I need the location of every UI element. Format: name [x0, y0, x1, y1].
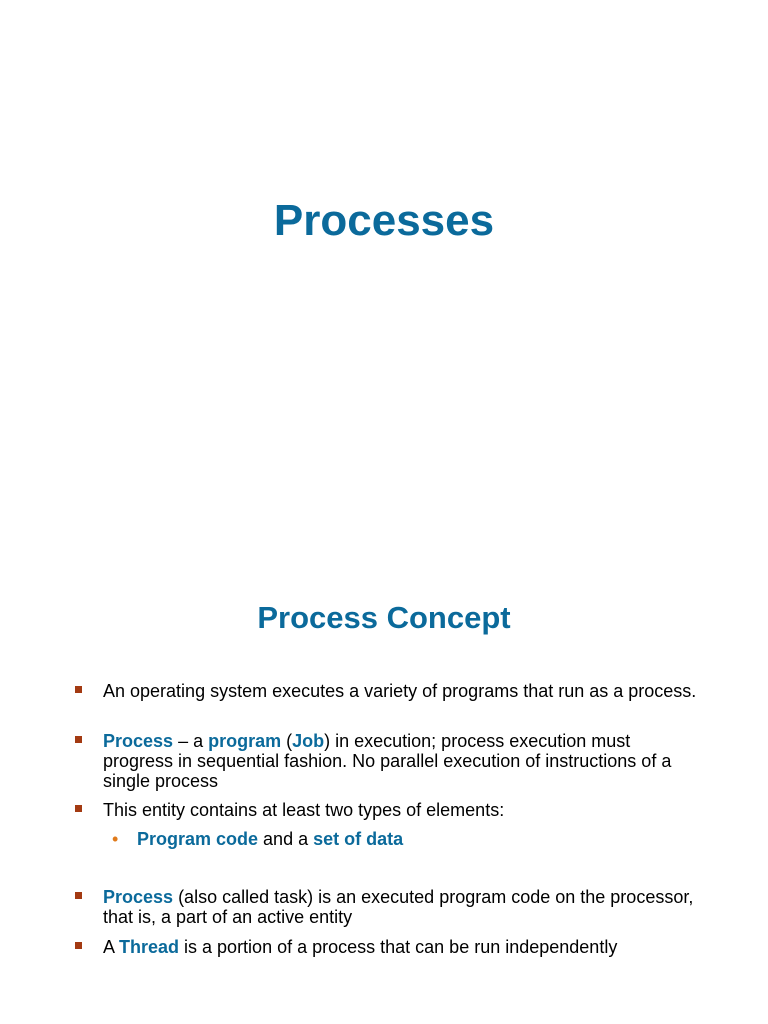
bullet-text: ( [281, 731, 293, 751]
bullet-process-definition [103, 731, 703, 791]
keyword-program-code: Program code [137, 829, 259, 849]
bullet-text: A [103, 937, 120, 957]
bullet-text: – a [173, 731, 209, 751]
square-bullet-icon [75, 686, 82, 693]
square-bullet-icon [75, 805, 82, 812]
square-bullet-icon [75, 942, 82, 949]
keyword-thread: Thread [119, 937, 180, 957]
keyword-process: Process [103, 731, 174, 751]
bullet-entity-elements [103, 800, 703, 820]
keyword-program: program [208, 731, 282, 751]
square-bullet-icon [75, 736, 82, 743]
slide-title-process-concept: Process Concept [257, 600, 511, 635]
bullet-thread [103, 937, 703, 957]
bullet-text: ) in execution; process execution must progress in sequential fashion. No parallel execution of instructions of a single process [103, 731, 672, 791]
bullet-process-task [103, 887, 703, 927]
bullet-text: (also called task) is an executed program code on the processor, that is, a part of an active entity [103, 887, 694, 927]
bullet-text: and a [258, 829, 314, 849]
bullet-text: This entity contains at least two types of elements: [103, 800, 505, 820]
square-bullet-icon [75, 892, 82, 899]
sub-bullet-program-code [112, 829, 697, 849]
keyword-process: Process [103, 887, 174, 907]
slide-title-processes: Processes [273, 196, 495, 245]
bullet-text: is a portion of a process that can be run independently [179, 937, 618, 957]
dot-bullet-icon: • [112, 829, 119, 849]
bullet-text: An operating system executes a variety of programs that run as a process. [103, 681, 697, 701]
keyword-job: Job [292, 731, 325, 751]
bullet-operating-system [103, 681, 703, 701]
keyword-set-of-data: set of data [313, 829, 404, 849]
